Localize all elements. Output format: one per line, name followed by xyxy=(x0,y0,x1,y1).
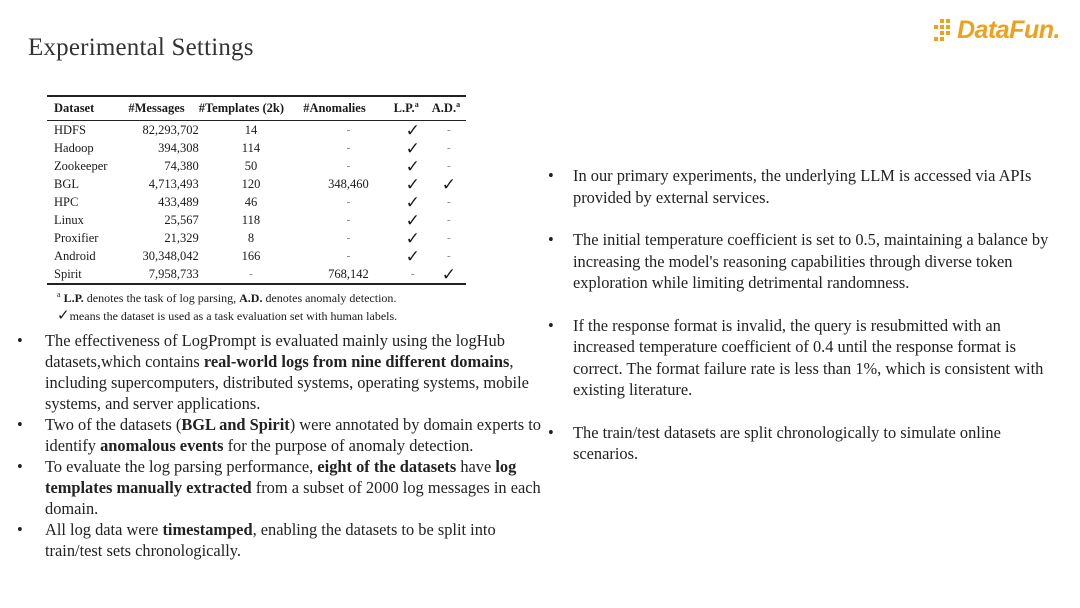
dataset-table-figure xyxy=(47,95,467,325)
slide-title: Experimental Settings xyxy=(28,34,254,61)
cell-messages: 82,293,702 xyxy=(142,122,199,137)
cell-ad: - xyxy=(447,232,451,244)
cell-templates: 46 xyxy=(244,194,258,209)
datafun-logo xyxy=(930,12,1065,48)
table-row xyxy=(47,175,466,193)
cell-ad: - xyxy=(447,160,451,172)
text: , including supercomputers, distributed systems, operating systems, mobile systems, and server applications. xyxy=(45,352,529,413)
cell-templates: 14 xyxy=(244,122,258,137)
header-anomalies: #Anomalies xyxy=(303,96,393,121)
cell-templates: 8 xyxy=(247,230,255,245)
cell-messages: 21,329 xyxy=(164,230,199,245)
cell-messages: 74,380 xyxy=(164,158,199,173)
footnote-a-mid: denotes the task of log parsing, xyxy=(83,291,240,305)
cell-anomalies: - xyxy=(346,124,351,136)
table-row xyxy=(47,247,466,265)
right-bullet-4: • The train/test datasets are split chronologically to simulate online scenarios. xyxy=(546,422,1066,465)
dots-icon xyxy=(930,17,956,43)
header-ad xyxy=(432,96,466,121)
cell-anomalies: 348,460 xyxy=(328,176,369,191)
text: from a subset of 2000 log messages in each domain. xyxy=(45,478,541,518)
text: To evaluate the log parsing performance, xyxy=(45,457,318,476)
bold-text: log templates manually extracted xyxy=(45,457,517,497)
cell-dataset: Zookeeper xyxy=(54,158,108,173)
left-bullet-1 xyxy=(14,330,546,414)
left-bullet-list xyxy=(14,330,546,561)
left-bullet-2 xyxy=(14,414,546,456)
cell-dataset: BGL xyxy=(54,176,79,191)
bold-text: timestamped xyxy=(162,520,253,539)
cell-lp: - xyxy=(394,265,432,284)
cell-lp: ✓ xyxy=(405,210,420,230)
cell-anomalies: 768,142 xyxy=(303,265,393,284)
cell-templates: 166 xyxy=(241,248,261,263)
cell-lp: ✓ xyxy=(405,174,420,194)
cell-messages: 7,958,733 xyxy=(128,265,198,284)
dataset-table xyxy=(47,95,466,285)
cell-templates: 118 xyxy=(241,212,261,227)
header-dataset: Dataset xyxy=(47,96,128,121)
cell-templates: - xyxy=(199,265,303,284)
table-row xyxy=(47,211,466,229)
footnote-a xyxy=(47,286,467,307)
cell-lp: ✓ xyxy=(405,138,420,158)
cell-ad: - xyxy=(447,142,451,154)
cell-lp: ✓ xyxy=(405,228,420,248)
table-row xyxy=(47,139,466,157)
cell-dataset: Android xyxy=(54,248,96,263)
text: Two of the datasets ( xyxy=(45,415,182,434)
cell-templates: 50 xyxy=(244,158,258,173)
cell-ad: - xyxy=(447,124,451,136)
cell-anomalies: - xyxy=(346,142,351,154)
cell-dataset: Hadoop xyxy=(54,140,94,155)
text: for the purpose of anomaly detection. xyxy=(223,436,474,455)
text: ) were annotated by domain experts to identify xyxy=(45,415,541,455)
text: , enabling the datasets to be split into train/test sets chronologically. xyxy=(45,520,496,560)
cell-ad: - xyxy=(447,196,451,208)
bold-text: anomalous events xyxy=(100,436,224,455)
footnote-lp: L.P. xyxy=(63,291,84,305)
cell-anomalies: - xyxy=(346,196,351,208)
table-row xyxy=(47,265,466,284)
cell-ad: ✓ xyxy=(432,265,466,284)
cell-messages: 394,308 xyxy=(158,140,199,155)
cell-anomalies: - xyxy=(346,232,351,244)
cell-dataset: HDFS xyxy=(54,122,86,137)
cell-ad: - xyxy=(447,250,451,262)
header-ad-sup: a xyxy=(456,100,461,109)
footnote-a-marker: a xyxy=(57,290,61,299)
cell-templates: 120 xyxy=(241,176,261,191)
footnote-b-text: means the dataset is used as a task evaluation set with human labels. xyxy=(69,309,398,323)
cell-templates: 114 xyxy=(241,140,261,155)
cell-dataset: Proxifier xyxy=(54,230,99,245)
header-lp-sup: a xyxy=(414,100,419,109)
header-lp-label: L.P. xyxy=(393,101,415,115)
footnote-ad: A.D. xyxy=(239,291,263,305)
cell-ad: - xyxy=(447,214,451,226)
right-bullet-1: • In our primary experiments, the underlying LLM is accessed via APIs provided by external services. xyxy=(546,165,1066,208)
cell-anomalies: - xyxy=(346,250,351,262)
check-icon: ✓ xyxy=(57,308,70,324)
logo-text: DataFun. xyxy=(957,15,1060,44)
header-templates: #Templates (2k) xyxy=(199,96,303,121)
right-bullet-list xyxy=(546,165,1066,486)
table-row xyxy=(47,157,466,175)
right-bullet-3: • If the response format is invalid, the query is resubmitted with an increased temperature coefficient of 0.4 until the response format is correct. The format failure rate is less than 1%, which is consistent with existing literature. xyxy=(546,315,1066,401)
cell-lp: ✓ xyxy=(405,246,420,266)
footnote-b xyxy=(47,308,467,325)
table-header-row xyxy=(47,96,466,121)
text: The effectiveness of LogPrompt is evaluated mainly using the logHub datasets,which contains xyxy=(45,331,505,371)
header-ad-label: A.D. xyxy=(431,101,457,115)
cell-lp: ✓ xyxy=(405,120,420,140)
bold-text: real-world logs from nine different domains xyxy=(203,352,510,371)
table-body xyxy=(47,121,466,285)
cell-anomalies: - xyxy=(346,214,351,226)
text: have xyxy=(456,457,496,476)
table-row xyxy=(47,193,466,211)
header-lp xyxy=(394,96,432,121)
cell-dataset: Spirit xyxy=(47,265,128,284)
bold-text: BGL and Spirit xyxy=(181,415,290,434)
header-messages: #Messages xyxy=(128,96,198,121)
cell-anomalies: - xyxy=(346,160,351,172)
left-bullet-4 xyxy=(14,519,546,561)
cell-lp: ✓ xyxy=(405,192,420,212)
text: All log data were xyxy=(45,520,163,539)
cell-messages: 30,348,042 xyxy=(142,248,199,263)
left-bullet-3 xyxy=(14,456,546,519)
bold-text: eight of the datasets xyxy=(317,457,457,476)
cell-messages: 433,489 xyxy=(158,194,199,209)
cell-dataset: Linux xyxy=(54,212,84,227)
cell-lp: ✓ xyxy=(405,156,420,176)
cell-dataset: HPC xyxy=(54,194,79,209)
cell-ad: ✓ xyxy=(441,174,457,194)
table-row xyxy=(47,121,466,140)
cell-messages: 4,713,493 xyxy=(148,176,199,191)
right-bullet-2: • The initial temperature coefficient is set to 0.5, maintaining a balance by increasing the model's reasoning capabilities through diverse token exploration while limiting detrimental randomness. xyxy=(546,229,1066,294)
table-row xyxy=(47,229,466,247)
cell-messages: 25,567 xyxy=(164,212,199,227)
footnote-a-end: denotes anomaly detection. xyxy=(262,291,397,305)
